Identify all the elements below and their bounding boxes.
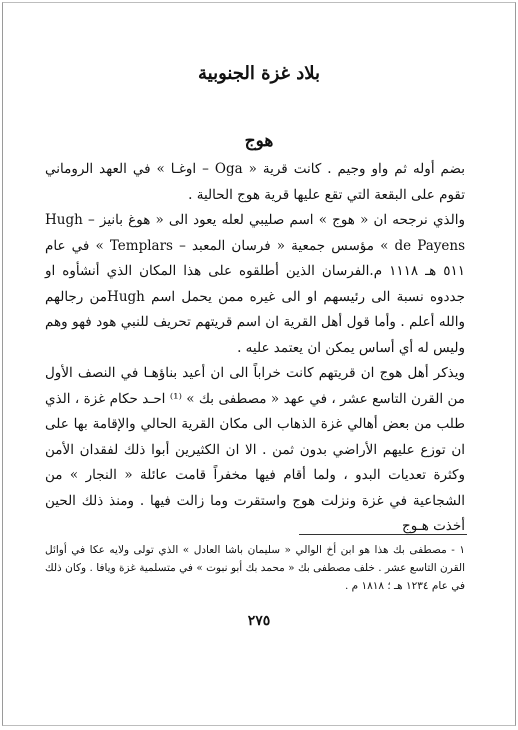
paragraph-3: ويذكر أهل هوج ان قريتهم كانت خراباً الى ان أعيد بناؤهـا في النصف الأول من القرن التاسع عشر ، في عهد « مصطفى بك » ⁽¹⁾ احـد حكام غزة ، الذي طلب من بعض أهالي غزة الذهاب الى مكان القرية الحالي والإقامة بها على ان توزع عليهم الأراضي بدون ثمن . الا ان الكثيرين أبوا ذلك لفقدان الأمن وكثرة تعديات البدو ، ولما أقام فيها مخفراً قامت عائلة « النجار » من الشجاعية في غزة ونزلت هوج واستقرت وما زالت فيها . ومنذ ذلك الحين أخذت هـوج xyxy=(45,365,465,534)
paragraph-1: بضم أوله ثم واو وجيم . كانت قرية « Oga – اوغـا » في العهد الروماني تقوم على البقعة التي تقع عليها قرية هوج الحالية . xyxy=(45,161,465,203)
section-title: هوج xyxy=(244,131,274,151)
book-page xyxy=(2,2,516,726)
page-number: ٢٧٥ xyxy=(247,613,271,629)
paragraph-2: والذي نرجحه ان « هوج » اسم صليبي لعله يعود الى « هوغ بانيز Hugh – de Payens » مؤسس جمعية « فرسان المعبد – Templars » في عام ٥١١ هـ ١١١٨ م.الفرسان الذين أطلقوه على هذا المكان الذي أنشأوه او جددوه نسبة الى رئيسهم او الى غيره ممن يحمل اسم Hughمن رجالهم والله أعلم . وأما قول أهل القرية ان اسم قريتهم تحريف للنبي هود فهو وهم وليس له أي أساس يمكن ان يعتمد عليه . xyxy=(45,212,465,356)
running-header: بلاد غزة الجنوبية xyxy=(197,63,320,84)
footnote-divider xyxy=(299,534,467,535)
footnote: ١ - مصطفى بك هذا هو ابن أخ الوالي « سليمان باشا العادل » الذي تولى ولايه عكا في أوائل القرن التاسع عشر . خلف مصطفى بك « محمد بك أبو نبوت » في متسلمية غزة ويافا . وكان ذلك في عام ١٢٣٤ هـ ؛ ١٨١٨ م . xyxy=(45,544,465,592)
body-text xyxy=(45,157,465,540)
